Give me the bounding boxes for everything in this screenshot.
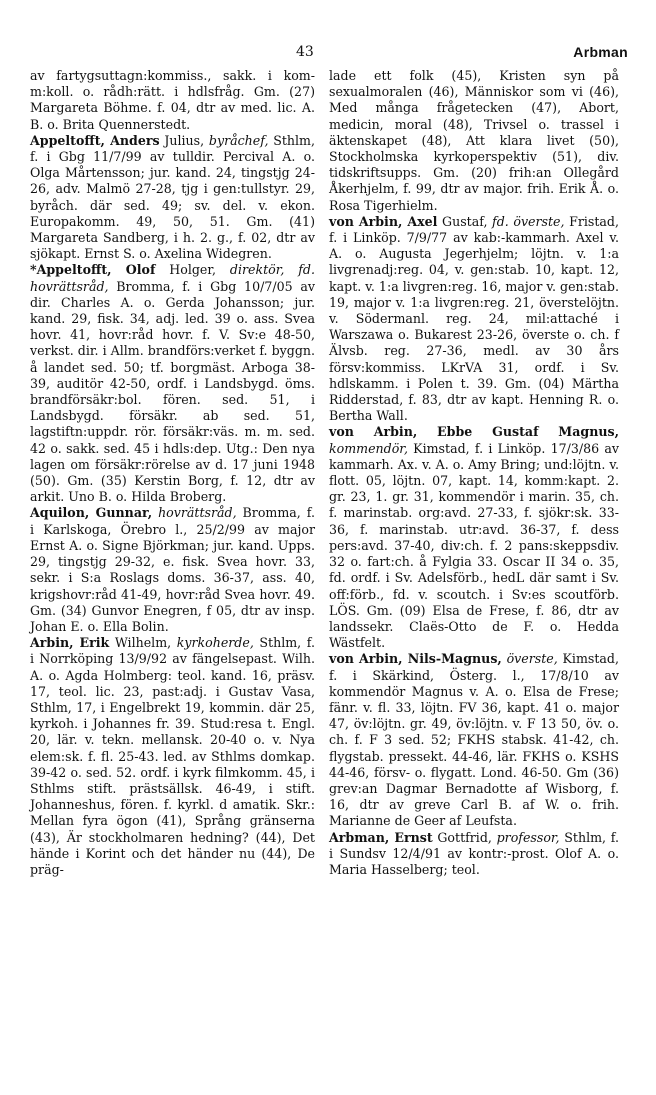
page-number: 43	[296, 44, 314, 60]
entry-name: Appeltofft, Anders	[30, 132, 160, 148]
entry-von-arbin-axel: von Arbin, Axel Gustaf, fd. överste, Fristad, f. i Linköp. 7/9/77 av kab:-kammarh. Axel v. A. o. Augusta Jegerhjelm; löjtn. v. 1:a livgrenadj:reg. 04, v. gen:stab. 10, kapt. 12, kapt. v. 1:a livgren:reg. 16, major v. gen:stab. 19, major v. 1:a livgren:reg. 21, överstelöjtn. v. Södermanl. reg. 24, mil:attaché i Warszawa o. Bukarest 23-26, överste o. ch. f Älvsb. reg. 27-36, medl. av 30 års försv:kommiss. LKrVA 31, ordf. i Sv. hdlskamm. i Polen t. 39. Gm. (04) Märtha Ridderstad, f. 83, dtr av kapt. Henning R. o. Bertha Wall.	[329, 213, 619, 424]
entry-title: fd. överste,	[492, 213, 565, 229]
entry-name: von Arbin, Nils-Magnus,	[329, 651, 502, 667]
running-head: Arbman	[573, 44, 628, 60]
right-column	[329, 68, 619, 878]
entry-name: von Arbin, Ebbe Gustaf Magnus,	[329, 424, 619, 440]
entry-title: direktör, fd. hovrättsråd,	[30, 262, 315, 294]
entry-title: hovrättsråd,	[158, 505, 237, 521]
entry-title: kyrkoherde,	[176, 635, 254, 651]
entry-name: Aquilon, Gunnar,	[30, 505, 153, 521]
entry-von-arbin-ebbe: von Arbin, Ebbe Gustaf Magnus, kommendör, Kimstad, f. i Linköp. 17/3/86 av kammarh. Ax. v. A. o. Amy Bring; und:löjtn. v. flott. 05, löjtn. 07, kapt. 14, komm:kapt. 2. gr. 23, 1. gr. 31, kommendör i marin. 35, ch. f. marinstab. org:avd. 27-33, f. sjökr:sk. 33-36, f. marinstab. utr:avd. 36-37, f. dess pers:avd. 37-40, div:ch. f. 2 pans:skeppsdiv. 32 o. fart:ch. å Fylgia 33. Oscar II 34 o. 35, fd. ordf. i Sv. Adelsförb., hedL där samt i Sv. off:förb., fd. v. scoutch. i Sv:es scoutförb. LÖS. Gm. (09) Elsa de Frese, f. 86, dtr av landssekr. Claës-Otto de F. o. Hedda Wästfelt.	[329, 424, 619, 651]
entry-title: kommendör,	[329, 440, 408, 456]
entry-appeltofft-olof: *Appeltofft, Olof Holger, direktör, fd. hovrättsråd, Bromma, f. i Gbg 10/7/05 av dir. Charles A. o. Gerda Johansson; jur. kand. 29, fisk. 34, adj. led. 39 o. ass. Svea hovr. 41, hovr:råd hovr. f. V. Sv:e 48-50, verkst. dir. i Allm. brandförs:verket f. byggn. å landet sed. 50; tf. borgmäst. Arboga 38-39, auditör 42-50, ordf. i Landsbygd. öms. brandförsäkr:bol. fören. sed. 51, i Landsbygd. försäkr. ab sed. 51, lagstiftn:uppdr. rör. försäkr:väs. m. m. sed. 42 o. sakk. sed. 45 i hdls:dep. Utg.: Den nya lagen om försäkr:rörelse av d. 17 juni 1948 (50). Gm. (35) Kerstin Borg, f. 12, dtr av arkit. Uno B. o. Hilda Broberg.	[30, 262, 315, 505]
entry-von-arbin-nils-magnus: von Arbin, Nils-Magnus, överste, Kimstad, f. i Skärkind, Österg. l., 17/8/10 av kommendör Magnus v. A. o. Elsa de Frese; fänr. v. fl. 33, löjtn. FV 36, kapt. 41 o. major 47, öv:löjtn. gr. 49, öv:löjtn. v. F 13 50, öv. o. ch. f. F 3 sed. 52; FKHS stabsk. 41-42, ch. flygstab. pressekt. 44-46, lär. FKHS o. KSHS 44-46, försv- o. flygatt. Lond. 46-50. Gm (36) grev:an Dagmar Bernadotte af Wisborg, f. 16, dtr av greve Carl B. af W. o. frih. Marianne de Geer af Leufsta.	[329, 651, 619, 829]
page-header	[0, 44, 656, 64]
entry-name: Arbman, Ernst	[329, 829, 433, 845]
continuation-text: av fartygsuttagn:kommiss., sakk. i kom-m:koll. o. rådh:rätt. i hdlsfråg. Gm. (27) Margareta Böhme. f. 04, dtr av med. lic. A. B. o. Brita Quennerstedt.	[30, 68, 315, 132]
entry-arbin-erik: Arbin, Erik Wilhelm, kyrkoherde, Sthlm, f. i Norrköping 13/9/92 av fängelsepast. Wilh. A. o. Agda Holmberg: teol. kand. 16, präsv. 17, teol. lic. 23, past:adj. i Gustav Vasa, Sthlm, 17, i Engelbrekt 19, kommin. där 25, kyrkoh. i Johannes fr. 39. Stud:resa t. Engl. 20, lär. v. tekn. mellansk. 20-40 o. v. Nya elem:sk. f. fl. 25-43. led. av Sthlms domkap. 39-42 o. sed. 52. ordf. i kyrk filmkomm. 45, i Sthlms stift. prästsällsk. 46-49, i stift. Johanneshus, fören. f. kyrkl. d amatik. Skr.: Mellan fyra ögon (41), Språng gränserna (43), Är stockholmaren hedning? (44), Det hände i Korint och det händer nu (44), De präg-	[30, 635, 315, 877]
continuation-text: lade ett folk (45), Kristen syn på sexualmoralen (46), Människor som vi (46), Med många frågetecken (47), Abort, medicin, moral (48), Trivsel o. trassel i äktenskapet (48), Att klara livet (50), Stockholmska kyrkoperspektiv (51), div. tidskriftsupps. Gm. (20) frih:an Ollegård Åkerhjelm, f. 99, dtr av major. frih. Erik Å. o. Rosa Tigerhielm.	[329, 68, 619, 213]
entry-appeltofft-anders: Appeltofft, Anders Julius, byråchef, Sthlm, f. i Gbg 11/7/99 av tulldir. Percival A. o. Olga Mårtensson; jur. kand. 24, tingstjg 24-26, adv. Malmö 27-28, tjg i gen:tullstyr. 29, byråch. där sed. 49; sv. del. v. ekon. Europakomm. 49, 50, 51. Gm. (41) Margareta Sandberg, i h. 2. g., f. 02, dtr av sjökapt. Ernst S. o. Axelina Widegren.	[30, 132, 315, 262]
entry-name: *Appeltofft, Olof	[30, 262, 156, 278]
entry-name: Arbin, Erik	[30, 635, 110, 651]
entry-aquilon-gunnar: Aquilon, Gunnar, hovrättsråd, Bromma, f. i Karlskoga, Örebro l., 25/2/99 av major Ernst A. o. Signe Björkman; jur. kand. Upps. 29, tingstjg 29-32, e. fisk. Svea hovr. 33, sekr. i S:a Roslags doms. 36-37, ass. 40, krigshovr:råd 41-49, hovr:råd Svea hovr. 49. Gm. (34) Gunvor Enegren, f 05, dtr av insp. Johan E. o. Ella Bolin.	[30, 505, 315, 634]
entry-title: överste,	[506, 651, 558, 667]
entry-name: von Arbin, Axel	[329, 213, 438, 229]
entry-arbman-ernst: Arbman, Ernst Gottfrid, professor, Sthlm, f. i Sundsv 12/4/91 av kontr:-prost. Olof A. o. Maria Hasselberg; teol.	[329, 829, 619, 877]
entry-title: professor,	[496, 829, 560, 845]
left-column	[30, 68, 315, 878]
entry-title: byråchef,	[208, 132, 269, 148]
